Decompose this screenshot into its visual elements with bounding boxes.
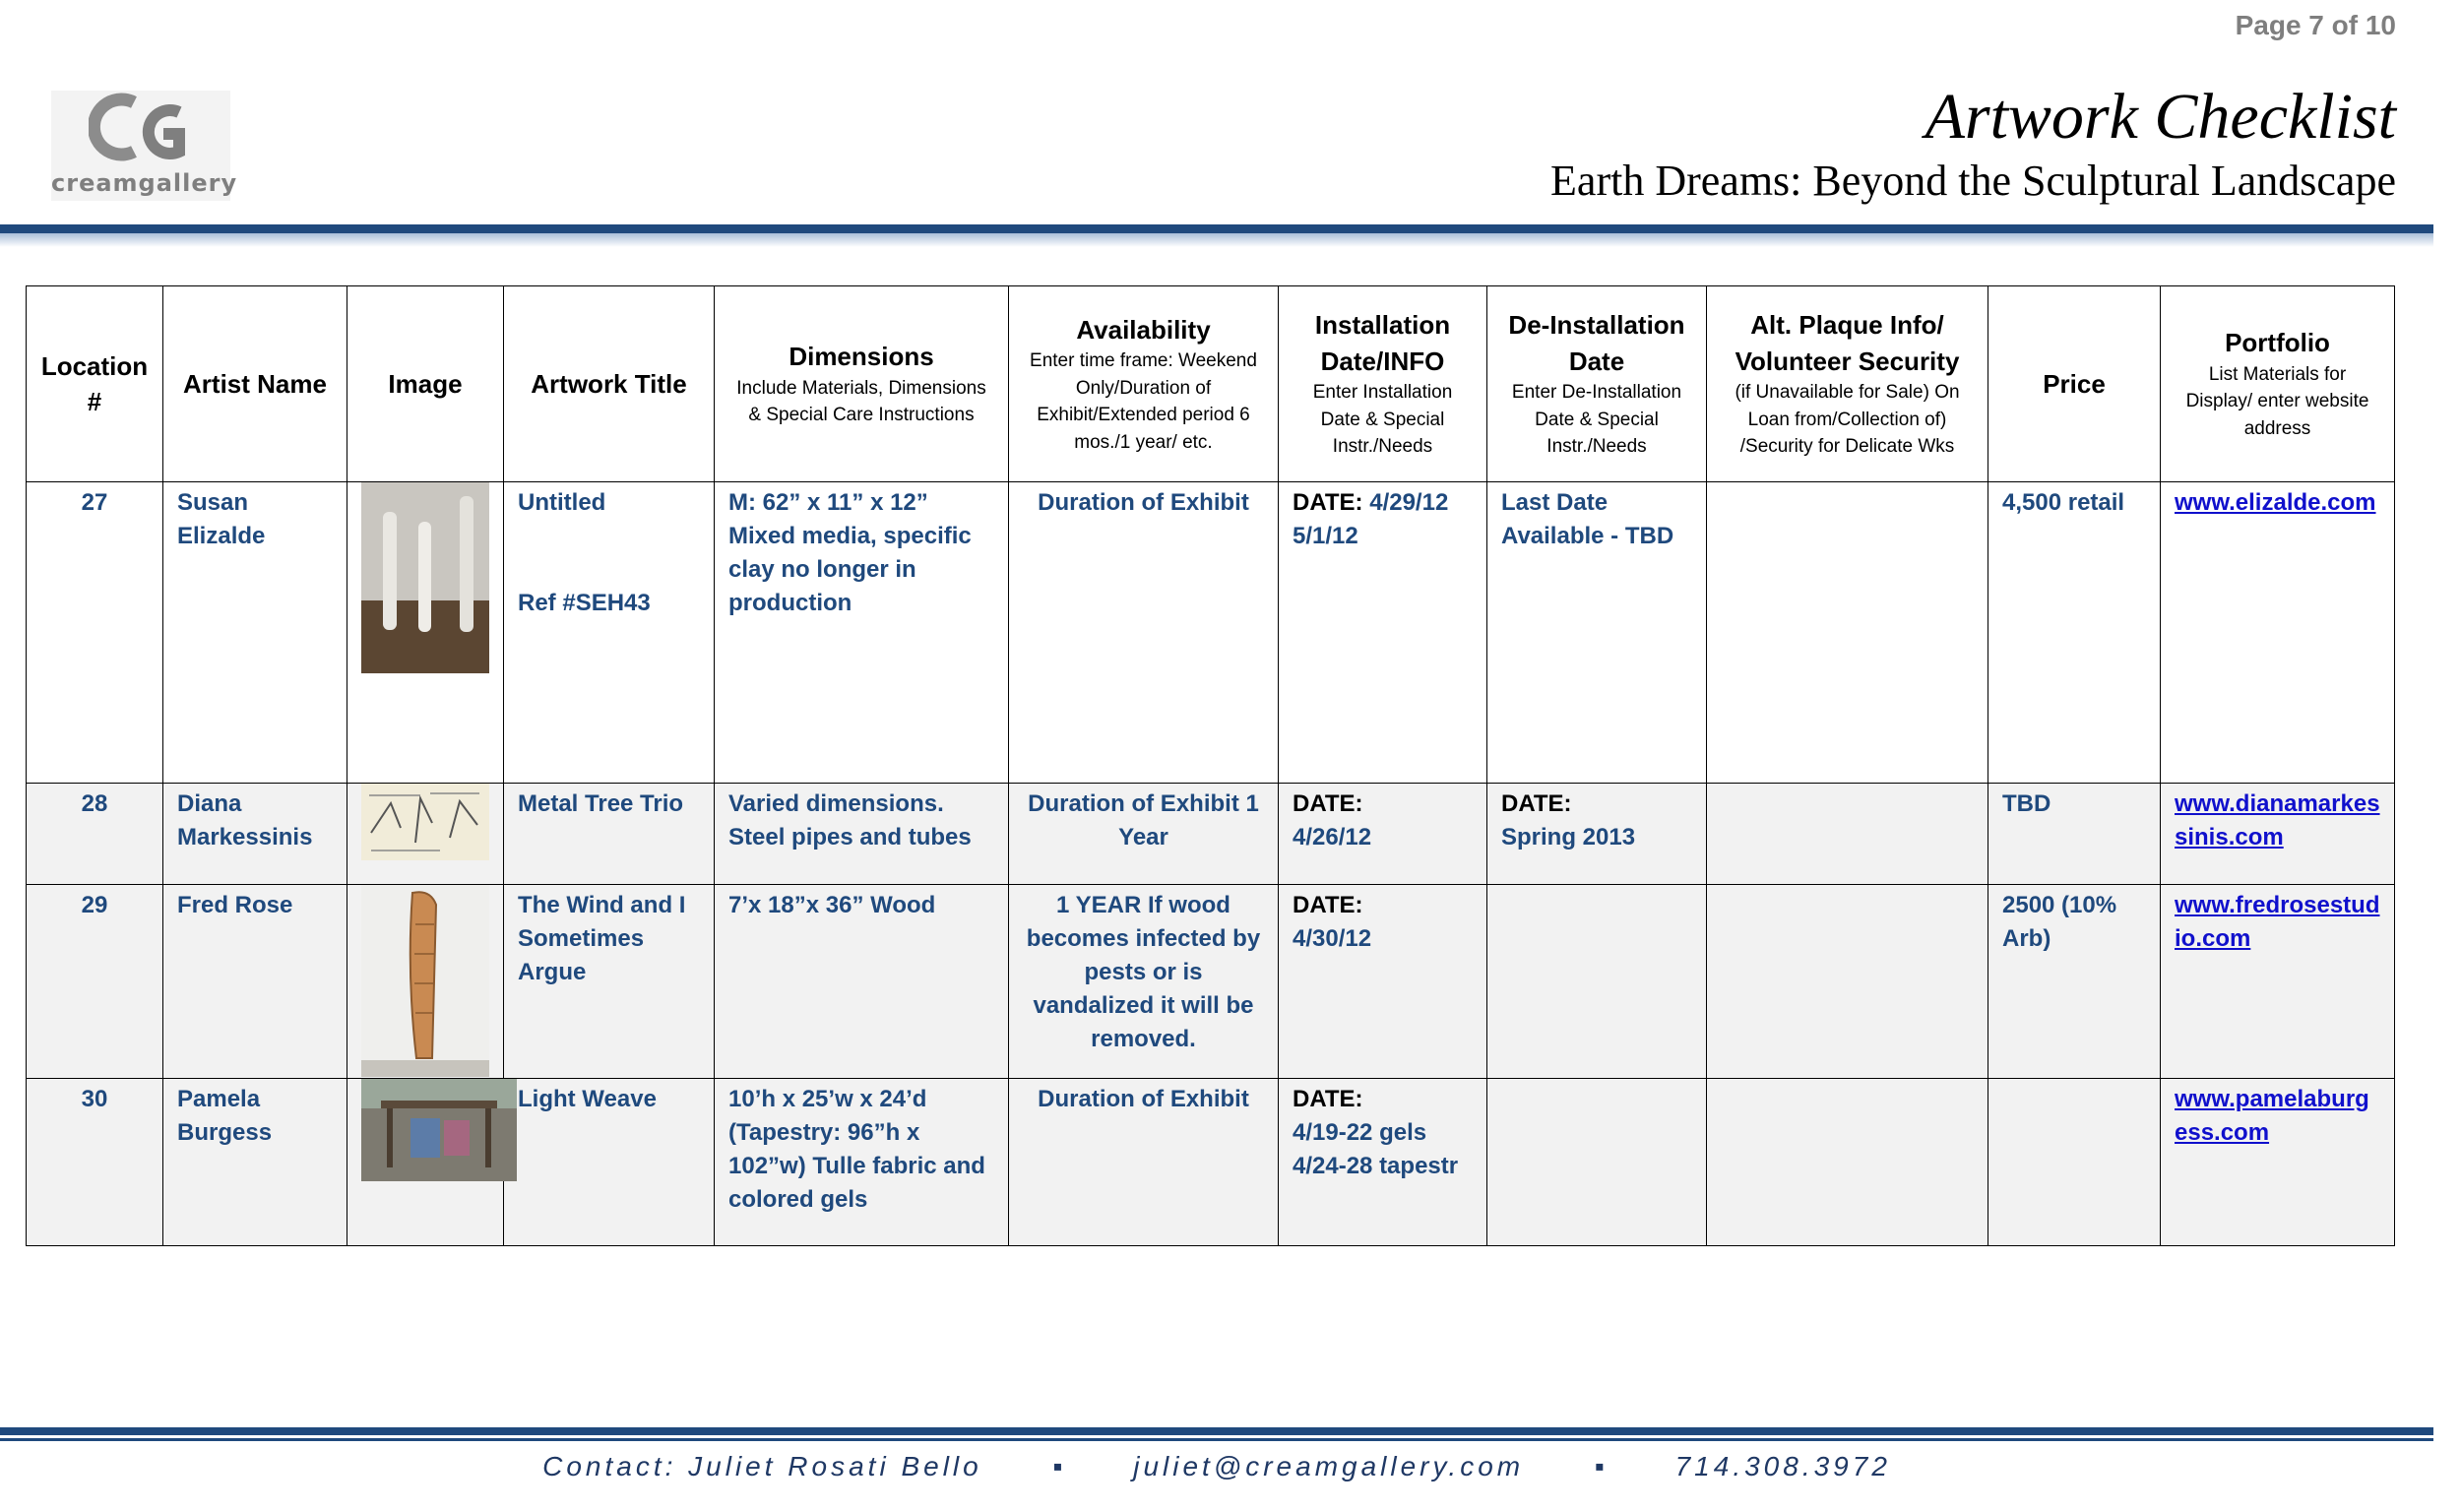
portfolio-cell bbox=[2161, 885, 2395, 1079]
portfolio-link[interactable]: www.fredrosestudio.com bbox=[2175, 892, 2380, 952]
plaque-cell bbox=[1707, 1079, 1988, 1246]
artwork-title: Untitled bbox=[518, 489, 606, 516]
col-header-price: Price bbox=[1988, 286, 2161, 482]
installation-cell: DATE: 4/19-22 gels 4/24-28 tapestr bbox=[1279, 1079, 1487, 1246]
header-rule bbox=[0, 224, 2433, 258]
portfolio-cell bbox=[2161, 1079, 2395, 1246]
dimensions-cell: Varied dimensions. Steel pipes and tubes bbox=[715, 784, 1009, 885]
col-header-portfolio: Portfolio List Materials for Display/ enter website address bbox=[2161, 286, 2395, 482]
footer-rule bbox=[0, 1427, 2433, 1441]
footer-contact bbox=[0, 1451, 2433, 1482]
installation-cell: DATE: 4/29/12 5/1/12 bbox=[1279, 482, 1487, 784]
portfolio-link[interactable]: www.elizalde.com bbox=[2175, 489, 2376, 516]
title-cell bbox=[504, 482, 715, 784]
location-cell: 29 bbox=[27, 885, 163, 1079]
title-cell: Light Weave bbox=[504, 1079, 715, 1246]
separator-icon: ▪ bbox=[1594, 1451, 1605, 1481]
col-header-location: Location # bbox=[27, 286, 163, 482]
installation-thumbnail bbox=[361, 1079, 517, 1181]
availability-cell: Duration of Exhibit 1 Year bbox=[1009, 784, 1279, 885]
plaque-cell bbox=[1707, 482, 1988, 784]
separator-icon: ▪ bbox=[1052, 1451, 1063, 1481]
plaque-cell bbox=[1707, 885, 1988, 1079]
contact-phone[interactable]: 714.308.3972 bbox=[1674, 1451, 1891, 1481]
deinstallation-cell bbox=[1487, 1079, 1707, 1246]
col-header-deinstallation: De-Installation Date Enter De-Installation Date & Special Instr./Needs bbox=[1487, 286, 1707, 482]
logo-text: creamgallery bbox=[51, 169, 238, 197]
table-row bbox=[27, 482, 2395, 784]
cg-logo-icon bbox=[89, 91, 197, 169]
title-cell: The Wind and I Sometimes Argue bbox=[504, 885, 715, 1079]
portfolio-link[interactable]: www.pamelaburgess.com bbox=[2175, 1086, 2369, 1146]
page-title: Artwork Checklist bbox=[1925, 81, 2396, 153]
image-cell bbox=[347, 784, 504, 885]
deinstallation-cell bbox=[1487, 885, 1707, 1079]
sculpture-thumbnail bbox=[361, 482, 489, 673]
col-header-dimensions: Dimensions Include Materials, Dimensions & Special Care Instructions bbox=[715, 286, 1009, 482]
artist-cell: Fred Rose bbox=[163, 885, 347, 1079]
table-row bbox=[27, 1079, 2395, 1246]
artwork-ref: Ref #SEH43 bbox=[518, 590, 651, 616]
image-cell bbox=[347, 885, 504, 1079]
portfolio-link[interactable]: www.dianamarkessinis.com bbox=[2175, 790, 2380, 850]
image-cell bbox=[347, 1079, 504, 1246]
image-cell bbox=[347, 482, 504, 784]
artist-cell: Pamela Burgess bbox=[163, 1079, 347, 1246]
table-header-row bbox=[27, 286, 2395, 482]
dimensions-cell: 7’x 18”x 36” Wood bbox=[715, 885, 1009, 1079]
availability-cell: 1 YEAR If wood becomes infected by pests or is vandalized it will be removed. bbox=[1009, 885, 1279, 1079]
page-indicator: Page 7 of 10 bbox=[2235, 10, 2396, 40]
portfolio-cell bbox=[2161, 482, 2395, 784]
contact-email[interactable]: juliet@creamgallery.com bbox=[1133, 1451, 1525, 1481]
artwork-table bbox=[26, 285, 2395, 1246]
dimensions-cell: M: 62” x 11” x 12” Mixed media, specific clay no longer in production bbox=[715, 482, 1009, 784]
col-header-installation: Installation Date/INFO Enter Installation Date & Special Instr./Needs bbox=[1279, 286, 1487, 482]
col-header-availability: Availability Enter time frame: Weekend Only/Duration of Exhibit/Extended period 6 mos./1 year/ etc. bbox=[1009, 286, 1279, 482]
price-cell: TBD bbox=[1988, 784, 2161, 885]
location-cell: 28 bbox=[27, 784, 163, 885]
artist-cell: Susan Elizalde bbox=[163, 482, 347, 784]
gallery-logo bbox=[51, 91, 238, 201]
availability-cell: Duration of Exhibit bbox=[1009, 482, 1279, 784]
price-cell: 4,500 retail bbox=[1988, 482, 2161, 784]
exhibition-subtitle: Earth Dreams: Beyond the Sculptural Landscape bbox=[1550, 157, 2396, 205]
portfolio-cell bbox=[2161, 784, 2395, 885]
col-header-artist: Artist Name bbox=[163, 286, 347, 482]
table-row bbox=[27, 784, 2395, 885]
col-header-image: Image bbox=[347, 286, 504, 482]
plaque-cell bbox=[1707, 784, 1988, 885]
installation-cell: DATE: 4/26/12 bbox=[1279, 784, 1487, 885]
title-cell: Metal Tree Trio bbox=[504, 784, 715, 885]
installation-cell: DATE: 4/30/12 bbox=[1279, 885, 1487, 1079]
sculpture-thumbnail bbox=[361, 885, 489, 1077]
availability-cell: Duration of Exhibit bbox=[1009, 1079, 1279, 1246]
location-cell: 27 bbox=[27, 482, 163, 784]
deinstallation-cell: Last Date Available - TBD bbox=[1487, 482, 1707, 784]
col-header-title: Artwork Title bbox=[504, 286, 715, 482]
col-header-plaque: Alt. Plaque Info/ Volunteer Security (if Unavailable for Sale) On Loan from/Collection of) /Security for Delicate Wks bbox=[1707, 286, 1988, 482]
deinstallation-cell: DATE: Spring 2013 bbox=[1487, 784, 1707, 885]
table-row bbox=[27, 885, 2395, 1079]
price-cell: 2500 (10% Arb) bbox=[1988, 885, 2161, 1079]
contact-name: Contact: Juliet Rosati Bello bbox=[542, 1451, 982, 1481]
location-cell: 30 bbox=[27, 1079, 163, 1246]
artist-cell: Diana Markessinis bbox=[163, 784, 347, 885]
price-cell bbox=[1988, 1079, 2161, 1246]
sketch-thumbnail bbox=[361, 784, 489, 860]
dimensions-cell: 10’h x 25’w x 24’d (Tapestry: 96”h x 102”w) Tulle fabric and colored gels bbox=[715, 1079, 1009, 1246]
